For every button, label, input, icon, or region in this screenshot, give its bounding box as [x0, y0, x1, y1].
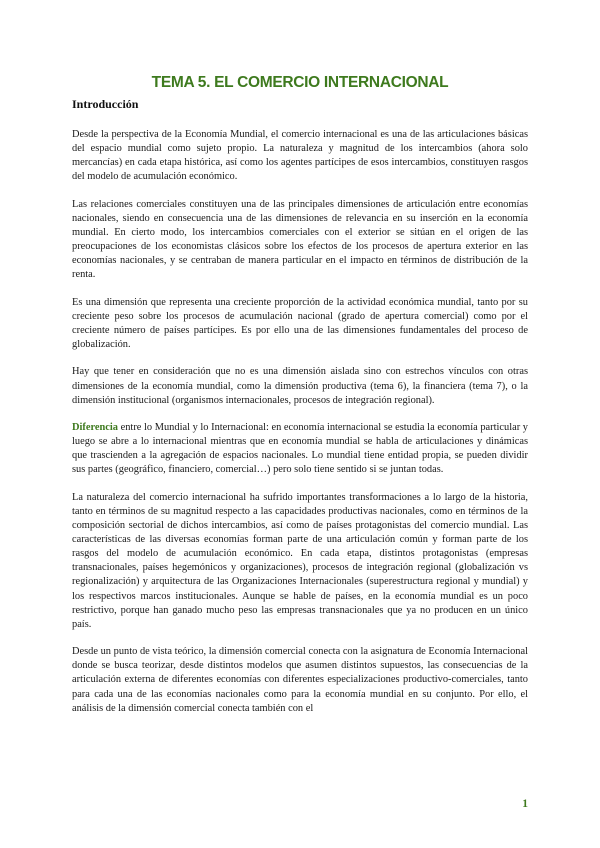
document-body: [72, 128, 528, 729]
section-heading: Introducción: [72, 97, 139, 111]
highlighted-term: Diferencia: [72, 422, 118, 434]
page-title: TEMA 5. EL COMERCIO INTERNACIONAL: [151, 74, 449, 91]
paragraph: Desde la perspectiva de la Economía Mundial, el comercio internacional es una de las articulaciones básicas del espacio mundial como sujeto propio. La naturaleza y magnitud de los intercambios (ahora solo mercancías) en cada etapa histórica, así como los agentes partícipes de esos intercambios, constituyen rasgos del modelo de acumulación económico.: [72, 129, 528, 183]
paragraph: Hay que tener en consideración que no es una dimensión aislada sino con estrechos vínculos con otras dimensiones de la economía mundial, como la dimensión productiva (tema 6), la financiera (tema 7), o la dimensión institucional (organismos internacionales, procesos de integración regional).: [72, 366, 528, 406]
page-number: 1: [522, 798, 528, 810]
paragraph: Es una dimensión que representa una creciente proporción de la actividad económica mundial, tanto por su creciente peso sobre los procesos de acumulación nacional (grado de apertura comercial) como por el creciente número de países partícipes. Es por ello una de las dimensiones fundamentales del proceso de globalización.: [72, 296, 528, 350]
paragraph-text: entre lo Mundial y lo Internacional: en economía internacional se estudia la economía particular y luego se abre a lo internacional mientras que en economía mundial se habla de articulaciones y dinámicas que trascienden a la agregación de espacios nacionales. Lo mundial tiene entidad propia, se pueden dividir sus partes (geográfico, financiero, comercial…) pero solo tiene sentido si se juntan todas.: [72, 422, 528, 476]
paragraph: Desde un punto de vista teórico, la dimensión comercial conecta con la asignatura de Economía Internacional donde se busca teorizar, desde distintos modelos que asumen distintos supuestos, las consecuencias de la articulación externa de diferentes economías con diferentes especializaciones productivo-comerciales, tanto para cada una de las economías nacionales como para la economía mundial en su conjunto. Por ello, el análisis de la dimensión comercial conecta también con el: [72, 646, 528, 714]
paragraph: La naturaleza del comercio internacional ha sufrido importantes transformaciones a lo largo de la historia, tanto en términos de su magnitud respecto a las capacidades productivas nacionales, como en términos de la composición sectorial de dichos intercambios, así como de países protagonistas del comercio mundial. Las características de las diversas economías forman parte de una articulación común y forman parte de los rasgos del modelo de acumulación económico. En cada etapa, distintos protagonistas (empresas transnacionales, países hegemónicos y organizaciones), procesos de integración regional (globalización vs regionalización) y arquitectura de las Organizaciones Internacionales (superestructura regional y mundial) y los respectivos marcos institucionales. Aunque se hable de países, en la economía mundial es un poco restrictivo, porque han ganado mucho peso las empresas transnacionales que ya no producen en un único país.: [72, 491, 528, 630]
paragraph-diferencia: [72, 421, 528, 477]
paragraph: Las relaciones comerciales constituyen una de las principales dimensiones de articulación entre economías nacionales, siendo en consecuencia una de las dimensiones de relevancia en su inserción en la economía mundial. En cierto modo, los intercambios comerciales con el exterior se sitúan en el origen de las preocupaciones de los economistas clásicos sobre los efectos de los procesos de apertura exterior en las economías nacionales, y se centraban de manera particular en el impacto en términos de distribución de la renta.: [72, 198, 528, 281]
